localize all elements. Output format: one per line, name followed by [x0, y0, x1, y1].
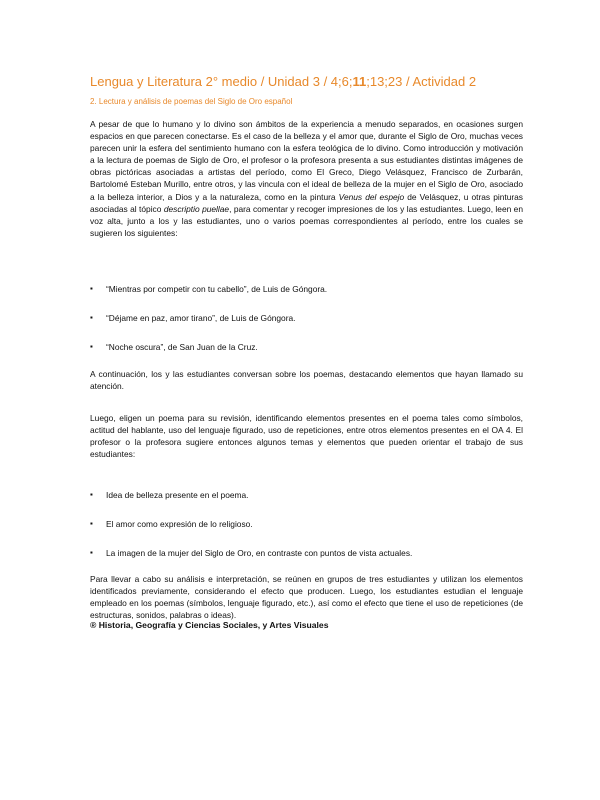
list-item: ▪ El amor como expresión de lo religioso.	[90, 518, 523, 530]
title-suffix: ;13;23 / Actividad 2	[366, 74, 477, 89]
list-item: ▪ La imagen de la mujer del Siglo de Oro, en contraste con puntos de vista actuales.	[90, 547, 523, 559]
list-item: ▪ “Mientras por competir con tu cabello”, de Luis de Góngora.	[90, 283, 523, 295]
list-item: ▪ “Noche oscura”, de San Juan de la Cruz.	[90, 341, 523, 353]
group-work-paragraph: Para llevar a cabo su análisis e interpretación, se reúnen en grupos de tres estudiantes y utilizan los elementos identificados previamente, considerando el efecto que producen. Luego, los estudiantes estudian el lenguaje empleado en los poemas (símbolos, lenguaje figurado, etc.), así como el efecto que tiene el uso de repeticiones (de estructuras, sonidos, palabras o ideas).	[90, 574, 523, 621]
intro-text-1: A pesar de que lo humano y lo divino son ámbitos de la experiencia a menudo separados, en ocasiones surgen espacios en que parecen conectarse. Es el caso de la belleza y el amor que, durante el Siglo de Oro, muchas veces parecen unir la esfera del sentimiento humano con la esfera teológica de lo divino. Como introducción y motivación a la lectura de poemas de Siglo de Oro, el profesor o la profesora presenta a sus estudiantes distintas imágenes de obras pictóricas asociadas a artistas del período, como El Greco, Diego Velásquez, Francisco de Zurbarán, Bartolomé Esteban Murillo, entre otros, y las vincula con el ideal de belleza de la mujer en el Siglo de Oro, asociado a la belleza interior, a Dios y a la naturaleza, como en la pintura	[90, 119, 523, 202]
analysis-paragraph: Luego, eligen un poema para su revisión, identificando elementos presentes en el poema tales como símbolos, actitud del hablante, uso del lenguaje figurado, uso de repeticiones, entre otros elementos presentes en el OA 4. El profesor o la profesora sugiere entonces algunos temas y elementos que pueden orientar el trabajo de sus estudiantes:	[90, 413, 523, 460]
activity-subtitle: 2. Lectura y análisis de poemas del Siglo de Oro español	[90, 97, 293, 106]
intro-text-3: , para comentar y recoger impresiones de los y las estudiantes. Luego, leen en voz alta, junto a los y las estudiantes, uno o varios poemas correspondientes al período, entre los cuales se sugieren los siguientes:	[90, 203, 523, 238]
intro-text-2: de Velásquez, u otras pinturas asociadas al tópico	[90, 191, 523, 214]
title-prefix: Lengua y Literatura 2° medio / Unidad 3 / 4;6;	[90, 74, 353, 89]
poem-list	[90, 283, 523, 370]
theme-list	[90, 489, 523, 576]
intro-paragraph	[90, 118, 523, 239]
list-item: ▪ “Déjame en paz, amor tirano”, de Luis de Góngora.	[90, 312, 523, 324]
list-item: ▪ Idea de belleza presente en el poema.	[90, 489, 523, 501]
intro-italic-2: descriptio puellae	[163, 203, 230, 214]
intro-italic-1: Venus del espejo	[338, 191, 405, 202]
section-heading: ® Historia, Geografía y Ciencias Sociales, y Artes Visuales	[90, 620, 329, 630]
page-title	[90, 74, 530, 89]
title-bold-number: 11	[352, 74, 367, 89]
conversation-paragraph: A continuación, los y las estudiantes conversan sobre los poemas, destacando elementos que hayan llamado su atención.	[90, 369, 523, 392]
